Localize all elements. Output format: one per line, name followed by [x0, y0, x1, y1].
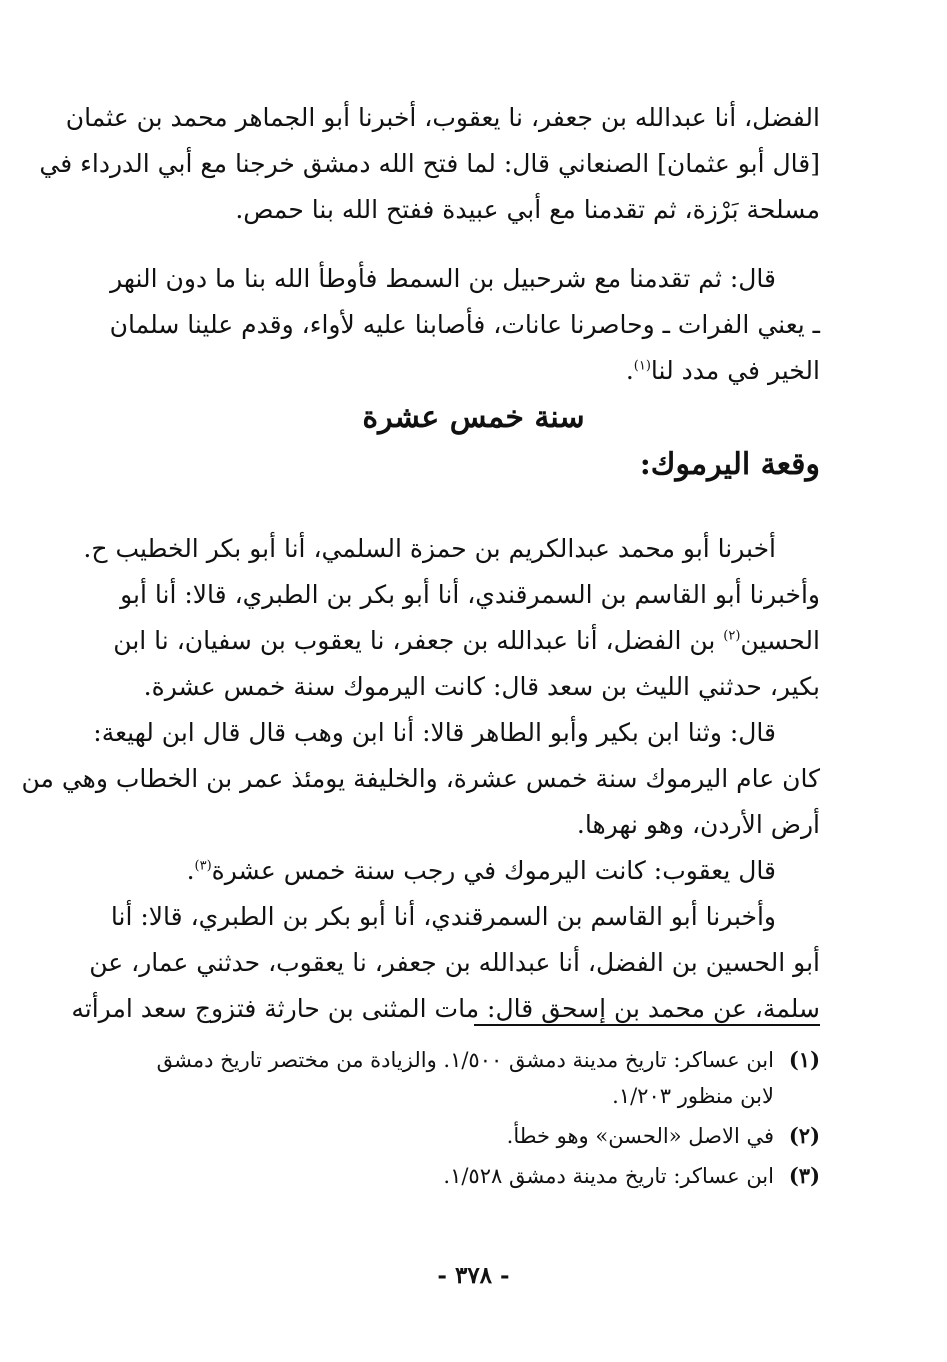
text-line: [127, 348, 820, 394]
footnote-continuation: لابن منظور ١/٢٠٣.: [612, 1084, 774, 1108]
text-segment: الخير في مدد لنا: [650, 356, 820, 385]
text-line: قال: ثم تقدمنا مع شرحبيل بن السمط فأوطأ الله بنا ما دون النهر: [110, 264, 776, 293]
footnote-ref-1: (١): [633, 358, 651, 374]
footnote-ref-2: (٢): [723, 628, 741, 644]
text-line: بكير، حدثني الليث بن سعد قال: كانت اليرموك سنة خمس عشرة.: [143, 672, 820, 701]
footnote-divider: [474, 1024, 820, 1026]
footnote-1: [127, 1042, 820, 1114]
footnote-number: (٢): [788, 1123, 820, 1148]
footnote-text: في الاصل «الحسن» وهو خطأ.: [506, 1124, 774, 1148]
footnotes: [127, 1042, 820, 1194]
text-segment: بن الفضل، أنا عبدالله بن جعفر، نا يعقوب بن سفيان، نا ابن: [113, 626, 724, 655]
text-line: مسلحة بَرْزة، ثم تقدمنا مع أبي عبيدة ففتح الله بنا حمص.: [235, 195, 820, 224]
section-heading-yarmouk: وقعة اليرموك:: [639, 447, 820, 482]
text-line: أبو الحسين بن الفضل، أنا عبدالله بن جعفر، نا يعقوب، حدثني عمار، عن: [89, 948, 820, 977]
paragraph-yarmouk: [21, 526, 820, 1032]
paragraph-opening: [39, 95, 820, 233]
text-segment: الحسين: [740, 626, 820, 655]
text-line: [113, 618, 820, 664]
text-line: كان عام اليرموك سنة خمس عشرة، والخليفة يومئذ عمر بن الخطاب وهي من: [21, 764, 820, 793]
page-number: - ٣٧٨ -: [437, 1262, 510, 1289]
text-segment: قال يعقوب: كانت اليرموك في رجب سنة خمس عشرة: [211, 856, 776, 885]
text-line: [قال أبو عثمان] الصنعاني قال: لما فتح الله دمشق خرجنا مع أبي الدرداء في: [39, 149, 820, 178]
text-line: أخبرنا أبو محمد عبدالكريم بن حمزة السلمي، أنا أبو بكر الخطيب ح.: [83, 534, 776, 563]
paragraph-advance: [109, 256, 820, 394]
text-line: أرض الأردن، وهو نهرها.: [576, 810, 820, 839]
footnote-text: ابن عساكر: تاريخ مدينة دمشق ١/٥٢٨.: [443, 1164, 774, 1188]
footnote-number: (١): [788, 1047, 820, 1072]
text-line: قال: وثنا ابن بكير وأبو الطاهر قالا: أنا ابن وهب قال قال ابن لهيعة:: [93, 718, 776, 747]
text-segment: .: [186, 856, 195, 885]
footnote-number: (٣): [788, 1163, 820, 1188]
text-line: وأخبرنا أبو القاسم بن السمرقندي، أنا أبو بكر بن الطبري، قالا: أنا أبو: [120, 580, 820, 609]
footnote-2: [127, 1118, 820, 1154]
text-segment: .: [625, 356, 634, 385]
footnote-ref-3: (٣): [194, 858, 212, 874]
text-line: سلمة، عن محمد بن إسحق قال: مات المثنى بن حارثة فتزوج سعد امرأته: [71, 994, 820, 1023]
text-line: وأخبرنا أبو القاسم بن السمرقندي، أنا أبو بكر بن الطبري، قالا: أنا: [110, 902, 776, 931]
section-heading-year: سنة خمس عشرة: [362, 400, 585, 435]
text-line: الفضل، أنا عبدالله بن جعفر، نا يعقوب، أخبرنا أبو الجماهر محمد بن عثمان: [65, 103, 820, 132]
text-line: [127, 848, 820, 894]
footnote-text: ابن عساكر: تاريخ مدينة دمشق ١/٥٠٠. والزيادة من مختصر تاريخ دمشق: [156, 1048, 774, 1072]
footnote-3: [127, 1158, 820, 1194]
text-line: ـ يعني الفرات ـ وحاصرنا عانات، فأصابنا عليه لأواء، وقدم علينا سلمان: [109, 310, 820, 339]
